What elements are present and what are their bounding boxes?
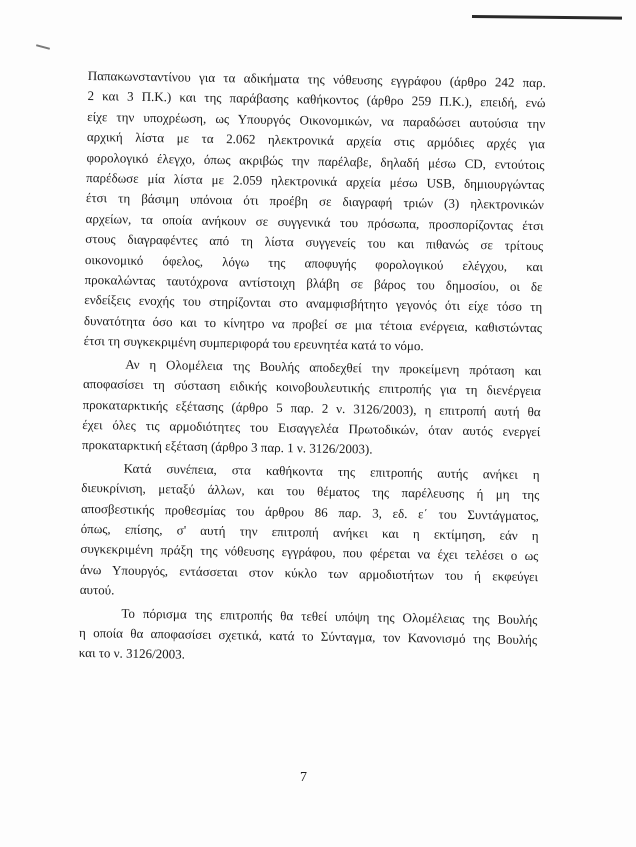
text-line: Αν η Ολομέλεια της Βουλής αποδεχθεί την προκείμενη πρόταση και [125, 356, 542, 378]
text-line: Το πόρισμα της επιτροπής θα τεθεί υπόψη της Ολομέλειας της Βουλής [121, 605, 538, 627]
scan-edge-line [472, 15, 622, 20]
text-line: συγκεκριμένη πράξη της νόθευσης εγγράφου, που φέρεται να έχει τελέσει ο ως [80, 541, 539, 564]
paragraph [79, 602, 538, 670]
paragraph [82, 354, 542, 463]
text-line: όπως, επίσης, σ' αυτή την επιτροπή ανήκει και η εκτίμηση, εάν η [80, 520, 539, 544]
text-line: ενδείξεις ενοχής του στηρίζονται στο αναμφισβήτητο γεγονός ότι είχε τόσο τη [84, 292, 543, 315]
text-line: η οποία θα αποφασίσει σχετικά, κατά το Σύνταγμα, τον Κανονισμό της Βουλής [78, 624, 538, 648]
text-line: δυνατότητα όσο και το κίνητρο να προβεί σε μια τέτοια ενέργεια, καθιστώντας [83, 312, 543, 336]
text-line: αρχείων, τα οποία ανήκουν σε συγγενικά του πρόσωπα, προσπορίζοντας έτσι [85, 210, 544, 234]
text-line: έτσι τη συγκεκριμένη συμπεριφορά του ερευνητέα κατά το νόμο. [83, 333, 424, 354]
text-line: προκαταρκτικής εξέτασης (άρθρο 5 παρ. 2 ν. 3126/2003), η επιτροπή αυτή θα [82, 396, 541, 419]
text-line: αποσβεστικής προθεσμίας του άρθρου 86 παρ. 3, εδ. ε΄ του Συντάγματος, [80, 500, 540, 523]
page-number: 7 [300, 770, 307, 785]
paragraph [84, 66, 546, 359]
text-line: διευκρίνιση, μεταξύ άλλων, και του θέματος της παρέλευσης ή μη της [81, 480, 540, 503]
paragraph [80, 458, 540, 608]
text-line: αρχική λίστα με τα 2.062 ηλεκτρονικά αρχεία στις αρμόδιες αρχές για [86, 129, 545, 152]
text-line: και το ν. 3126/2003. [78, 645, 186, 662]
text-line: είχε την υποχρέωση, ως Υπουργός Οικονομικών, να παραδώσει αυτούσια την [87, 108, 546, 131]
text-line: στους διαγραφέντες από τη λίστα συγγενείς του και πιθανώς σε τρίτους [85, 231, 544, 254]
text-line: άνω Υπουργός, εντάσσεται στον κύκλο των αρμοδιοτήτων του ή εκφεύγει [79, 561, 539, 584]
text-line: αποφασίσει τη σύσταση ειδικής κοινοβουλευτικής επιτροπής για τη διενέργεια [82, 376, 542, 399]
text-line: έτσι τη βάσιμη υπόνοια ότι προέβη σε διαγραφή τριών (3) ηλεκτρονικών [85, 190, 544, 213]
text-line: 2 και 3 Π.Κ.) και της παράβασης καθήκοντος (άρθρο 259 Π.Κ.), επειδή, ενώ [87, 88, 546, 111]
text-line: Κατά συνέπεια, στα καθήκοντα της επιτροπής αυτής ανήκει η [123, 460, 540, 482]
text-line: Παπακωνσταντίνου για τα αδικήματα της νόθευσης εγγράφου (άρθρο 242 παρ. [87, 67, 546, 91]
text-line: προκαλώντας ταυτόχρονα αντίστοιχη βλάβη σε βάρος του δημοσίου, οι δε [84, 272, 543, 295]
text-line: αυτού. [79, 582, 115, 598]
text-line: φορολογικό έλεγχο, όπως ακριβώς την παρέλαβε, δηλαδή μέσω CD, εντούτοις [86, 149, 545, 172]
text-line: έχει όλες τις αρμοδιότητες του Εισαγγελέα Πρωτοδικών, όταν αυτός ενεργεί [82, 416, 541, 440]
text-line: παρέδωσε μία λίστα με 2.059 ηλεκτρονικά αρχεία μέσω USB, δημιουργώντας [86, 170, 545, 193]
scan-speck [36, 44, 50, 50]
text-line: προκαταρκτική εξέταση (άρθρο 3 παρ. 1 ν. 3126/2003). [81, 437, 373, 457]
text-line: οικονομικό όφελος, λόγω της αποφυγής φορολογικού ελέγχου, και [84, 251, 544, 274]
document-body [79, 66, 546, 671]
